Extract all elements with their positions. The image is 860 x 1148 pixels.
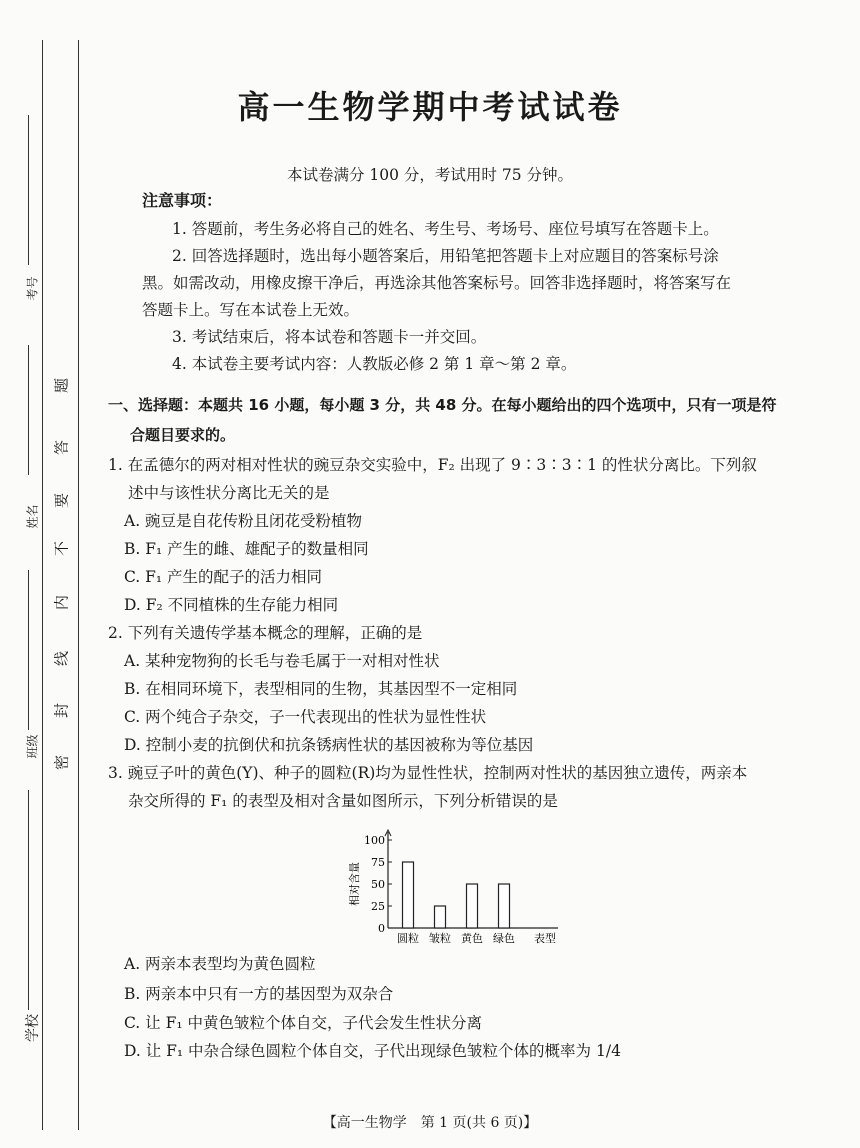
- bar-chart: [340, 828, 570, 948]
- question-stem: 述中与该性状分离比无关的是: [128, 484, 330, 502]
- bar: [403, 862, 414, 928]
- banji-blank: [28, 570, 30, 730]
- warn-char: 封: [52, 703, 71, 719]
- warn-char: 不: [52, 541, 71, 557]
- y-tick-label: 100: [364, 834, 385, 847]
- note-line: 黑。如需改动，用橡皮擦干净后，再选涂其他答案标号。回答非选择题时，将答案写在: [142, 274, 732, 292]
- question-stem: 杂交所得的 F₁ 的表型及相对含量如图所示，下列分析错误的是: [128, 792, 558, 810]
- option: D. 让 F₁ 中杂合绿色圆粒个体自交，子代出现绿色皱粒个体的概率为 1/4: [124, 1042, 621, 1060]
- warn-char: 内: [52, 595, 71, 611]
- kaohao-label: 考号: [25, 276, 40, 301]
- option: B. F₁ 产生的雌、雄配子的数量相同: [124, 540, 369, 558]
- note-line: 4. 本试卷主要考试内容：人教版必修 2 第 1 章～第 2 章。: [172, 355, 577, 373]
- option: B. 两亲本中只有一方的基因型为双杂合: [124, 985, 394, 1003]
- xingming-blank: [28, 345, 30, 475]
- y-tick-label: 25: [371, 900, 385, 913]
- binding-line-outer: [42, 40, 43, 1130]
- notes-title: 注意事项：: [142, 191, 223, 210]
- option: C. F₁ 产生的配子的活力相同: [124, 568, 323, 586]
- x-tick-label: 皱粒: [429, 932, 451, 945]
- section-heading: 一、选择题：本题共 16 小题，每小题 3 分，共 48 分。在每小题给出的四个选项中，只有一项是符: [108, 396, 777, 414]
- y-tick-label: 0: [378, 922, 385, 935]
- question-stem: 3. 豌豆子叶的黄色(Y)、种子的圆粒(R)均为显性性状，控制两对性状的基因独立遗传，两亲本: [108, 764, 748, 782]
- note-line: 2. 回答选择题时，选出每小题答案后，用铅笔把答题卡上对应题目的答案标号涂: [172, 247, 719, 265]
- banji-label: 班级: [25, 734, 40, 759]
- exam-intro: 本试卷满分 100 分，考试用时 75 分钟。: [286, 166, 574, 184]
- note-line: 1. 答题前，考生务必将自己的姓名、考生号、考场号、座位号填写在答题卡上。: [172, 220, 719, 238]
- xuexiao-label: 学校: [25, 1014, 41, 1042]
- option: D. 控制小麦的抗倒伏和抗条锈病性状的基因被称为等位基因: [124, 736, 534, 754]
- section-heading-cont: 合题目要求的。: [130, 426, 236, 444]
- y-tick-label: 50: [371, 878, 385, 891]
- option: D. F₂ 不同植株的生存能力相同: [124, 596, 339, 614]
- binding-line-inner: [78, 40, 79, 1130]
- bar: [467, 884, 478, 928]
- xuexiao-blank: [28, 790, 30, 1010]
- option: A. 两亲本表型均为黄色圆粒: [124, 955, 316, 973]
- page-title: 高一生物学期中考试试卷: [237, 88, 623, 126]
- question-stem: 1. 在孟德尔的两对相对性状的豌豆杂交实验中，F₂ 出现了 9∶3∶3∶1 的性状分离比。下列叙: [108, 456, 757, 474]
- bar: [435, 906, 446, 928]
- question-stem: 2. 下列有关遗传学基本概念的理解，正确的是: [108, 624, 423, 642]
- x-tick-label: 黄色: [461, 932, 483, 945]
- y-axis-label: 相对含量: [348, 862, 361, 906]
- option: A. 豌豆是自花传粉且闭花受粉植物: [124, 512, 363, 530]
- warn-char: 密: [52, 755, 71, 771]
- x-axis-label: 表型: [534, 932, 556, 945]
- page-footer: 【高一生物学 第 1 页(共 6 页)】: [322, 1115, 538, 1131]
- option: C. 两个纯合子杂交，子一代表现出的性状为显性性状: [124, 708, 487, 726]
- y-tick-label: 75: [371, 856, 385, 869]
- option: B. 在相同环境下，表型相同的生物，其基因型不一定相同: [124, 680, 518, 698]
- warn-char: 线: [52, 651, 71, 667]
- x-tick-label: 圆粒: [397, 932, 419, 945]
- x-tick-label: 绿色: [493, 932, 515, 945]
- warn-char: 题: [52, 378, 71, 394]
- option: C. 让 F₁ 中黄色皱粒个体自交，子代会发生性状分离: [124, 1014, 482, 1032]
- option: A. 某种宠物狗的长毛与卷毛属于一对相对性状: [124, 652, 440, 670]
- kaohao-blank: [28, 115, 30, 265]
- note-line: 答题卡上。写在本试卷上无效。: [142, 301, 360, 319]
- warn-char: 要: [52, 493, 71, 509]
- warn-char: 答: [52, 440, 71, 456]
- xingming-label: 姓名: [25, 504, 40, 529]
- note-line: 3. 考试结束后，将本试卷和答题卡一并交回。: [172, 328, 487, 346]
- bar: [499, 884, 510, 928]
